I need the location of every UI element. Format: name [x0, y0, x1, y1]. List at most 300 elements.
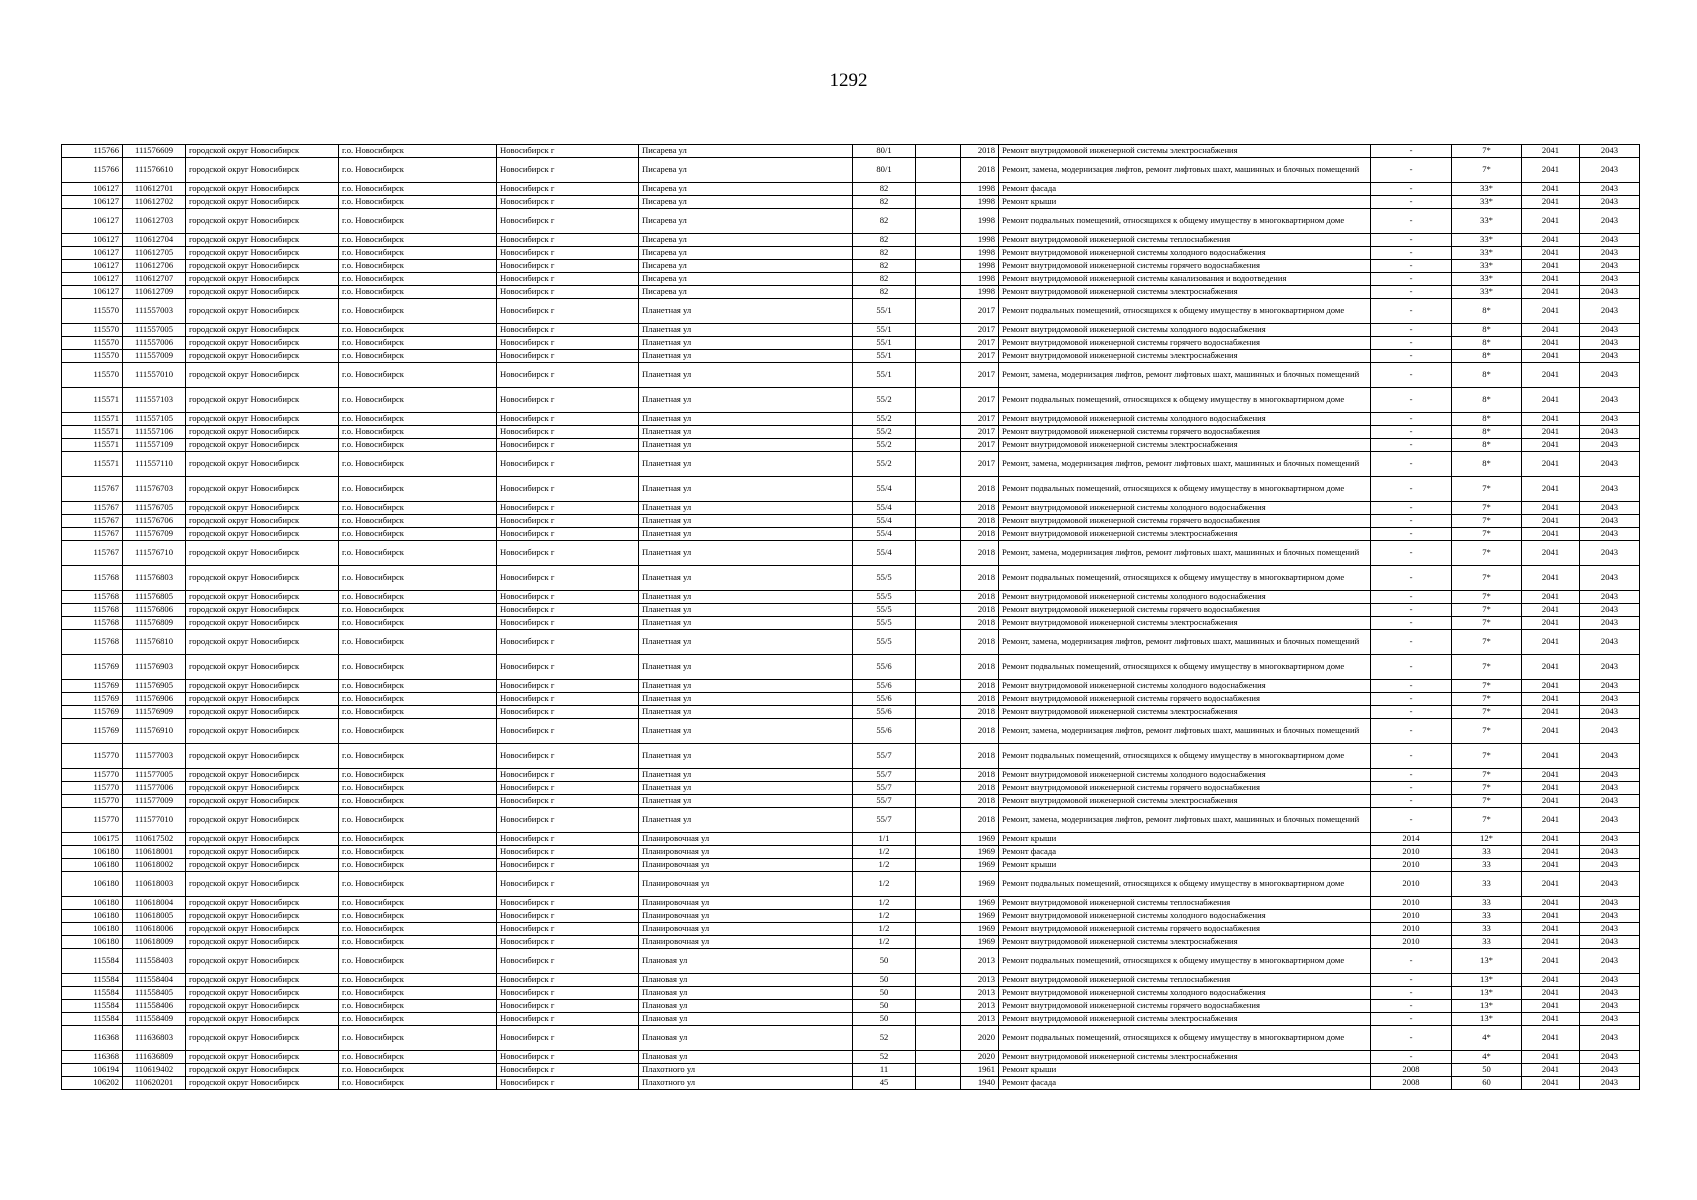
cell-work-type: Ремонт подвальных помещений, относящихся к общему имуществу в многоквартирном доме — [999, 655, 1371, 680]
cell-house-number: 50 — [853, 1000, 916, 1013]
cell-plan-end: 2043 — [1580, 299, 1640, 324]
cell-extra — [916, 234, 961, 247]
cell-plan-start: 2041 — [1522, 630, 1580, 655]
cell-extra — [916, 1077, 961, 1090]
cell-wear: 7* — [1452, 769, 1522, 782]
cell-house-number: 55/1 — [853, 363, 916, 388]
cell-settlement: Новосибирск г — [497, 1064, 639, 1077]
cell-year-built: 2013 — [961, 1000, 999, 1013]
cell-district: г.о. Новосибирск — [339, 706, 497, 719]
cell-plan-end: 2043 — [1580, 1077, 1640, 1090]
cell-work-type: Ремонт крыши — [999, 833, 1371, 846]
cell-settlement: Новосибирск г — [497, 795, 639, 808]
cell-street: Планетная ул — [639, 541, 853, 566]
cell-house-number: 55/4 — [853, 502, 916, 515]
cell-street: Писарева ул — [639, 158, 853, 183]
cell-house-number: 55/2 — [853, 426, 916, 439]
cell-last-repair-year: - — [1371, 782, 1452, 795]
cell-house-id: 115571 — [62, 439, 123, 452]
cell-work-type: Ремонт крыши — [999, 859, 1371, 872]
cell-street: Писарева ул — [639, 145, 853, 158]
cell-extra — [916, 782, 961, 795]
cell-plan-end: 2043 — [1580, 795, 1640, 808]
cell-wear: 33 — [1452, 936, 1522, 949]
cell-work-id: 111576810 — [123, 630, 186, 655]
cell-settlement: Новосибирск г — [497, 502, 639, 515]
cell-district: г.о. Новосибирск — [339, 744, 497, 769]
cell-house-number: 1/2 — [853, 859, 916, 872]
cell-extra — [916, 541, 961, 566]
table-row — [62, 273, 1640, 286]
cell-extra — [916, 617, 961, 630]
cell-year-built: 1969 — [961, 923, 999, 936]
cell-plan-end: 2043 — [1580, 413, 1640, 426]
cell-plan-start: 2041 — [1522, 846, 1580, 859]
cell-plan-start: 2041 — [1522, 1051, 1580, 1064]
cell-house-number: 55/7 — [853, 795, 916, 808]
cell-extra — [916, 680, 961, 693]
cell-district: г.о. Новосибирск — [339, 680, 497, 693]
cell-municipality: городской округ Новосибирск — [186, 1064, 339, 1077]
cell-extra — [916, 452, 961, 477]
cell-work-id: 111576806 — [123, 604, 186, 617]
cell-plan-end: 2043 — [1580, 846, 1640, 859]
cell-house-number: 55/5 — [853, 566, 916, 591]
cell-municipality: городской округ Новосибирск — [186, 247, 339, 260]
cell-last-repair-year: - — [1371, 363, 1452, 388]
cell-settlement: Новосибирск г — [497, 974, 639, 987]
cell-year-built: 1998 — [961, 196, 999, 209]
cell-house-id: 115766 — [62, 145, 123, 158]
cell-plan-start: 2041 — [1522, 987, 1580, 1000]
cell-plan-start: 2041 — [1522, 655, 1580, 680]
cell-wear: 60 — [1452, 1077, 1522, 1090]
cell-wear: 7* — [1452, 706, 1522, 719]
cell-extra — [916, 158, 961, 183]
cell-plan-end: 2043 — [1580, 439, 1640, 452]
cell-last-repair-year: 2008 — [1371, 1077, 1452, 1090]
cell-work-id: 111576706 — [123, 515, 186, 528]
cell-district: г.о. Новосибирск — [339, 782, 497, 795]
cell-house-number: 55/2 — [853, 388, 916, 413]
cell-house-id: 106127 — [62, 183, 123, 196]
cell-house-number: 55/1 — [853, 324, 916, 337]
cell-year-built: 2018 — [961, 591, 999, 604]
cell-plan-end: 2043 — [1580, 872, 1640, 897]
cell-last-repair-year: - — [1371, 808, 1452, 833]
cell-extra — [916, 706, 961, 719]
cell-wear: 33* — [1452, 183, 1522, 196]
cell-settlement: Новосибирск г — [497, 1013, 639, 1026]
table-row — [62, 872, 1640, 897]
table-row — [62, 949, 1640, 974]
cell-work-type: Ремонт подвальных помещений, относящихся к общему имуществу в многоквартирном доме — [999, 949, 1371, 974]
table-row — [62, 655, 1640, 680]
cell-house-id: 116368 — [62, 1026, 123, 1051]
table-row — [62, 859, 1640, 872]
cell-extra — [916, 630, 961, 655]
cell-plan-end: 2043 — [1580, 452, 1640, 477]
cell-municipality: городской округ Новосибирск — [186, 808, 339, 833]
cell-year-built: 1998 — [961, 234, 999, 247]
cell-house-number: 1/1 — [853, 833, 916, 846]
cell-plan-start: 2041 — [1522, 324, 1580, 337]
cell-extra — [916, 247, 961, 260]
cell-work-type: Ремонт внутридомовой инженерной системы холодного водоснабжения — [999, 247, 1371, 260]
cell-municipality: городской округ Новосибирск — [186, 769, 339, 782]
cell-wear: 8* — [1452, 324, 1522, 337]
cell-work-type: Ремонт внутридомовой инженерной системы электроснабжения — [999, 706, 1371, 719]
cell-house-number: 1/2 — [853, 910, 916, 923]
cell-wear: 33 — [1452, 910, 1522, 923]
cell-plan-start: 2041 — [1522, 719, 1580, 744]
cell-house-id: 115571 — [62, 413, 123, 426]
cell-extra — [916, 1051, 961, 1064]
cell-work-id: 110612704 — [123, 234, 186, 247]
cell-extra — [916, 286, 961, 299]
cell-work-id: 110612703 — [123, 209, 186, 234]
cell-last-repair-year: - — [1371, 145, 1452, 158]
cell-work-type: Ремонт внутридомовой инженерной системы холодного водоснабжения — [999, 324, 1371, 337]
cell-street: Плахотного ул — [639, 1064, 853, 1077]
table-row — [62, 1064, 1640, 1077]
table-row — [62, 846, 1640, 859]
cell-wear: 33* — [1452, 260, 1522, 273]
cell-settlement: Новосибирск г — [497, 1026, 639, 1051]
cell-settlement: Новосибирск г — [497, 846, 639, 859]
cell-district: г.о. Новосибирск — [339, 299, 497, 324]
cell-house-number: 11 — [853, 1064, 916, 1077]
cell-plan-start: 2041 — [1522, 706, 1580, 719]
cell-work-id: 111576805 — [123, 591, 186, 604]
cell-district: г.о. Новосибирск — [339, 260, 497, 273]
cell-last-repair-year: - — [1371, 337, 1452, 350]
cell-plan-start: 2041 — [1522, 145, 1580, 158]
cell-work-id: 111557006 — [123, 337, 186, 350]
cell-house-id: 115571 — [62, 452, 123, 477]
cell-street: Планетная ул — [639, 744, 853, 769]
cell-settlement: Новосибирск г — [497, 196, 639, 209]
cell-municipality: городской округ Новосибирск — [186, 158, 339, 183]
cell-settlement: Новосибирск г — [497, 872, 639, 897]
cell-wear: 7* — [1452, 591, 1522, 604]
table-row — [62, 439, 1640, 452]
cell-municipality: городской округ Новосибирск — [186, 273, 339, 286]
cell-settlement: Новосибирск г — [497, 413, 639, 426]
cell-year-built: 1998 — [961, 247, 999, 260]
cell-settlement: Новосибирск г — [497, 528, 639, 541]
cell-year-built: 1969 — [961, 897, 999, 910]
cell-last-repair-year: - — [1371, 426, 1452, 439]
cell-street: Планетная ул — [639, 388, 853, 413]
cell-work-type: Ремонт подвальных помещений, относящихся к общему имуществу в многоквартирном доме — [999, 744, 1371, 769]
cell-settlement: Новосибирск г — [497, 949, 639, 974]
cell-work-id: 111636809 — [123, 1051, 186, 1064]
cell-plan-start: 2041 — [1522, 158, 1580, 183]
cell-plan-start: 2041 — [1522, 1064, 1580, 1077]
cell-settlement: Новосибирск г — [497, 744, 639, 769]
cell-work-type: Ремонт внутридомовой инженерной системы горячего водоснабжения — [999, 515, 1371, 528]
cell-work-id: 111576909 — [123, 706, 186, 719]
cell-plan-end: 2043 — [1580, 273, 1640, 286]
cell-wear: 4* — [1452, 1051, 1522, 1064]
cell-plan-start: 2041 — [1522, 515, 1580, 528]
cell-plan-end: 2043 — [1580, 515, 1640, 528]
cell-district: г.о. Новосибирск — [339, 234, 497, 247]
cell-plan-start: 2041 — [1522, 363, 1580, 388]
cell-municipality: городской округ Новосибирск — [186, 515, 339, 528]
cell-municipality: городской округ Новосибирск — [186, 413, 339, 426]
cell-house-number: 55/4 — [853, 477, 916, 502]
cell-district: г.о. Новосибирск — [339, 1026, 497, 1051]
cell-year-built: 1998 — [961, 286, 999, 299]
cell-district: г.о. Новосибирск — [339, 591, 497, 604]
cell-plan-start: 2041 — [1522, 413, 1580, 426]
cell-street: Плановая ул — [639, 1051, 853, 1064]
cell-plan-end: 2043 — [1580, 680, 1640, 693]
cell-street: Плановая ул — [639, 949, 853, 974]
cell-house-number: 82 — [853, 234, 916, 247]
cell-house-id: 115768 — [62, 591, 123, 604]
cell-plan-end: 2043 — [1580, 630, 1640, 655]
cell-municipality: городской округ Новосибирск — [186, 604, 339, 617]
cell-extra — [916, 196, 961, 209]
cell-municipality: городской округ Новосибирск — [186, 706, 339, 719]
cell-extra — [916, 987, 961, 1000]
cell-work-type: Ремонт внутридомовой инженерной системы теплоснабжения — [999, 897, 1371, 910]
cell-extra — [916, 591, 961, 604]
cell-street: Планетная ул — [639, 566, 853, 591]
cell-municipality: городской округ Новосибирск — [186, 693, 339, 706]
cell-house-number: 1/2 — [853, 923, 916, 936]
cell-last-repair-year: - — [1371, 273, 1452, 286]
cell-plan-end: 2043 — [1580, 769, 1640, 782]
table-row — [62, 566, 1640, 591]
cell-work-type: Ремонт внутридомовой инженерной системы холодного водоснабжения — [999, 591, 1371, 604]
cell-house-number: 55/1 — [853, 350, 916, 363]
cell-settlement: Новосибирск г — [497, 923, 639, 936]
cell-house-id: 115768 — [62, 630, 123, 655]
cell-last-repair-year: 2010 — [1371, 910, 1452, 923]
cell-district: г.о. Новосибирск — [339, 413, 497, 426]
cell-house-number: 52 — [853, 1026, 916, 1051]
cell-settlement: Новосибирск г — [497, 234, 639, 247]
cell-district: г.о. Новосибирск — [339, 1051, 497, 1064]
cell-plan-end: 2043 — [1580, 388, 1640, 413]
cell-house-number: 80/1 — [853, 145, 916, 158]
cell-work-id: 111576905 — [123, 680, 186, 693]
cell-house-number: 55/6 — [853, 719, 916, 744]
table-row — [62, 515, 1640, 528]
cell-last-repair-year: - — [1371, 299, 1452, 324]
cell-plan-start: 2041 — [1522, 350, 1580, 363]
cell-street: Планировочная ул — [639, 923, 853, 936]
cell-house-id: 115769 — [62, 719, 123, 744]
cell-district: г.о. Новосибирск — [339, 502, 497, 515]
table-row — [62, 833, 1640, 846]
cell-wear: 7* — [1452, 808, 1522, 833]
cell-settlement: Новосибирск г — [497, 209, 639, 234]
cell-plan-start: 2041 — [1522, 617, 1580, 630]
cell-house-id: 115769 — [62, 680, 123, 693]
table-row — [62, 183, 1640, 196]
cell-municipality: городской округ Новосибирск — [186, 949, 339, 974]
cell-extra — [916, 324, 961, 337]
cell-settlement: Новосибирск г — [497, 706, 639, 719]
cell-last-repair-year: - — [1371, 604, 1452, 617]
cell-settlement: Новосибирск г — [497, 1077, 639, 1090]
cell-work-id: 111557109 — [123, 439, 186, 452]
cell-work-type: Ремонт внутридомовой инженерной системы холодного водоснабжения — [999, 769, 1371, 782]
cell-extra — [916, 910, 961, 923]
cell-last-repair-year: - — [1371, 286, 1452, 299]
cell-plan-end: 2043 — [1580, 617, 1640, 630]
cell-work-type: Ремонт внутридомовой инженерной системы горячего водоснабжения — [999, 923, 1371, 936]
cell-wear: 8* — [1452, 439, 1522, 452]
cell-house-id: 106127 — [62, 234, 123, 247]
cell-plan-end: 2043 — [1580, 1013, 1640, 1026]
cell-year-built: 2013 — [961, 1013, 999, 1026]
cell-settlement: Новосибирск г — [497, 439, 639, 452]
cell-plan-start: 2041 — [1522, 426, 1580, 439]
cell-last-repair-year: - — [1371, 591, 1452, 604]
cell-plan-start: 2041 — [1522, 769, 1580, 782]
cell-last-repair-year: - — [1371, 987, 1452, 1000]
cell-municipality: городской округ Новосибирск — [186, 196, 339, 209]
cell-work-id: 111557110 — [123, 452, 186, 477]
cell-work-id: 111558409 — [123, 1013, 186, 1026]
cell-work-type: Ремонт крыши — [999, 1064, 1371, 1077]
cell-street: Плановая ул — [639, 987, 853, 1000]
cell-extra — [916, 502, 961, 515]
table-row — [62, 145, 1640, 158]
cell-work-type: Ремонт внутридомовой инженерной системы горячего водоснабжения — [999, 426, 1371, 439]
cell-house-number: 55/2 — [853, 439, 916, 452]
cell-year-built: 1998 — [961, 183, 999, 196]
cell-wear: 7* — [1452, 680, 1522, 693]
cell-work-id: 110612702 — [123, 196, 186, 209]
cell-last-repair-year: - — [1371, 655, 1452, 680]
cell-plan-start: 2041 — [1522, 234, 1580, 247]
cell-district: г.о. Новосибирск — [339, 247, 497, 260]
cell-work-id: 111557010 — [123, 363, 186, 388]
cell-settlement: Новосибирск г — [497, 1051, 639, 1064]
cell-wear: 7* — [1452, 502, 1522, 515]
cell-work-type: Ремонт внутридомовой инженерной системы электроснабжения — [999, 795, 1371, 808]
cell-municipality: городской округ Новосибирск — [186, 426, 339, 439]
cell-house-id: 106127 — [62, 209, 123, 234]
cell-extra — [916, 413, 961, 426]
cell-house-number: 82 — [853, 247, 916, 260]
cell-plan-start: 2041 — [1522, 974, 1580, 987]
cell-settlement: Новосибирск г — [497, 1000, 639, 1013]
cell-plan-end: 2043 — [1580, 145, 1640, 158]
cell-last-repair-year: - — [1371, 1000, 1452, 1013]
cell-wear: 7* — [1452, 566, 1522, 591]
cell-year-built: 2018 — [961, 630, 999, 655]
table-row — [62, 363, 1640, 388]
cell-work-id: 110618009 — [123, 936, 186, 949]
cell-district: г.о. Новосибирск — [339, 949, 497, 974]
cell-municipality: городской округ Новосибирск — [186, 719, 339, 744]
cell-street: Планетная ул — [639, 719, 853, 744]
cell-work-type: Ремонт внутридомовой инженерной системы электроснабжения — [999, 936, 1371, 949]
cell-work-type: Ремонт подвальных помещений, относящихся к общему имуществу в многоквартирном доме — [999, 477, 1371, 502]
cell-year-built: 1969 — [961, 833, 999, 846]
cell-municipality: городской округ Новосибирск — [186, 145, 339, 158]
cell-house-id: 115769 — [62, 693, 123, 706]
cell-work-id: 111577010 — [123, 808, 186, 833]
cell-house-id: 115584 — [62, 949, 123, 974]
cell-work-type: Ремонт внутридомовой инженерной системы электроснабжения — [999, 286, 1371, 299]
cell-street: Планетная ул — [639, 502, 853, 515]
cell-last-repair-year: - — [1371, 617, 1452, 630]
cell-house-id: 115570 — [62, 337, 123, 350]
cell-year-built: 2018 — [961, 769, 999, 782]
cell-street: Планетная ул — [639, 337, 853, 350]
cell-district: г.о. Новосибирск — [339, 936, 497, 949]
cell-plan-end: 2043 — [1580, 693, 1640, 706]
cell-work-type: Ремонт, замена, модернизация лифтов, ремонт лифтовых шахт, машинных и блочных помещений — [999, 541, 1371, 566]
cell-year-built: 1961 — [961, 1064, 999, 1077]
cell-extra — [916, 769, 961, 782]
cell-street: Планетная ул — [639, 350, 853, 363]
cell-municipality: городской округ Новосибирск — [186, 209, 339, 234]
cell-plan-start: 2041 — [1522, 744, 1580, 769]
cell-wear: 7* — [1452, 158, 1522, 183]
cell-district: г.о. Новосибирск — [339, 426, 497, 439]
cell-house-number: 82 — [853, 196, 916, 209]
cell-house-id: 115766 — [62, 158, 123, 183]
cell-year-built: 2018 — [961, 541, 999, 566]
cell-plan-start: 2041 — [1522, 286, 1580, 299]
cell-plan-end: 2043 — [1580, 923, 1640, 936]
cell-house-id: 106127 — [62, 260, 123, 273]
cell-work-type: Ремонт фасада — [999, 183, 1371, 196]
cell-plan-start: 2041 — [1522, 923, 1580, 936]
cell-settlement: Новосибирск г — [497, 260, 639, 273]
cell-wear: 7* — [1452, 528, 1522, 541]
cell-house-number: 55/2 — [853, 413, 916, 426]
cell-district: г.о. Новосибирск — [339, 630, 497, 655]
cell-settlement: Новосибирск г — [497, 604, 639, 617]
cell-work-id: 111576703 — [123, 477, 186, 502]
table-row — [62, 630, 1640, 655]
cell-wear: 33 — [1452, 872, 1522, 897]
cell-house-id: 115768 — [62, 604, 123, 617]
cell-plan-start: 2041 — [1522, 693, 1580, 706]
cell-work-id: 110618002 — [123, 859, 186, 872]
cell-last-repair-year: - — [1371, 439, 1452, 452]
cell-street: Планетная ул — [639, 693, 853, 706]
cell-plan-end: 2043 — [1580, 936, 1640, 949]
cell-work-id: 111577006 — [123, 782, 186, 795]
cell-work-type: Ремонт внутридомовой инженерной системы горячего водоснабжения — [999, 337, 1371, 350]
cell-extra — [916, 439, 961, 452]
cell-house-id: 115767 — [62, 477, 123, 502]
cell-work-id: 111576709 — [123, 528, 186, 541]
cell-house-number: 82 — [853, 183, 916, 196]
cell-house-id: 116368 — [62, 1051, 123, 1064]
cell-work-id: 111557106 — [123, 426, 186, 439]
cell-street: Писарева ул — [639, 247, 853, 260]
table-row — [62, 541, 1640, 566]
cell-year-built: 2018 — [961, 502, 999, 515]
cell-settlement: Новосибирск г — [497, 680, 639, 693]
cell-last-repair-year: - — [1371, 388, 1452, 413]
cell-plan-start: 2041 — [1522, 541, 1580, 566]
cell-wear: 8* — [1452, 426, 1522, 439]
